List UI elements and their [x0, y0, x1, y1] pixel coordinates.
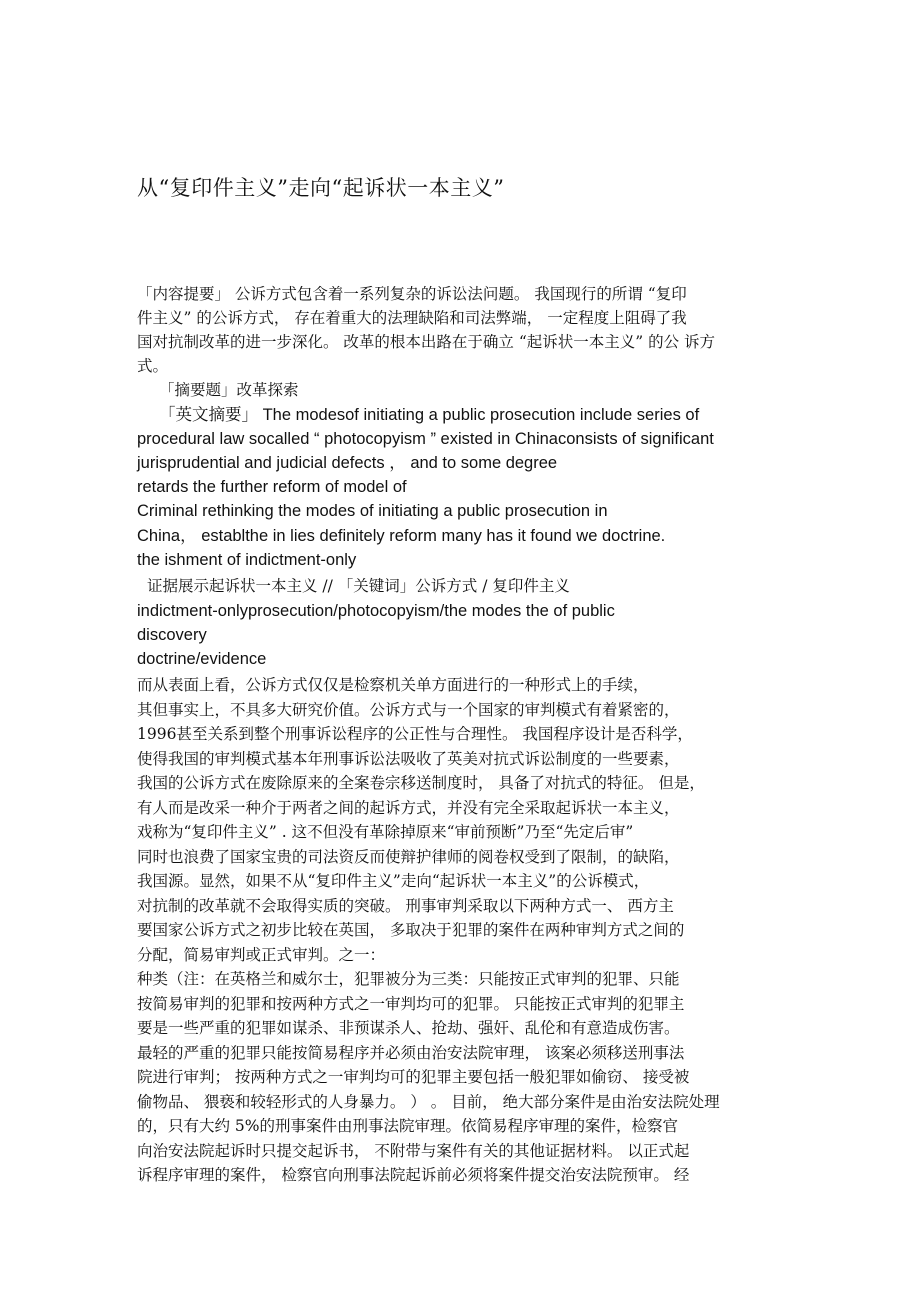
text-line: 的，只有大约 5%的刑事案件由刑事法院审理。依简易程序审理的案件，检察官: [137, 1117, 679, 1135]
text-line: retards the further reform of model of: [137, 478, 407, 496]
text-line: 1996甚至关系到整个刑事诉讼程序的公正性与合理性。 我国程序设计是否科学，: [137, 725, 693, 743]
text-line: 国对抗制改革的进一步深化。 改革的根本出路在于确立 “起诉状一本主义” 的公 诉方: [137, 333, 716, 351]
text-line: 向治安法院起诉时只提交起诉书， 不附带与案件有关的其他证据材料。 以正式起: [137, 1142, 690, 1160]
text-line: 分配，简易审判或正式审判。之一：: [137, 946, 386, 964]
text-line: jurisprudential and judicial defects ， and to some degree: [137, 454, 558, 472]
text-line: 同时也浪费了国家宝贵的司法资反而使辩护律师的阅卷权受到了限制，的缺陷，: [137, 848, 680, 866]
text-line: 证据展示起诉状一本主义 // 「关键词」公诉方式 / 复印件主义: [147, 577, 570, 595]
text-line: 式。: [137, 357, 169, 375]
text-line: 我国源。显然，如果不从“复印件主义”走向“起诉状一本主义”的公诉模式，: [137, 872, 650, 890]
text-line: discovery: [137, 626, 207, 644]
text-line: 偷物品、 猥亵和较轻形式的人身暴力。 ） 。 目前， 绝大部分案件是由治安法院处理: [137, 1093, 720, 1111]
text-line: 对抗制的改革就不会取得实质的突破。 刑事审判采取以下两种方式一、 西方主: [137, 897, 674, 915]
text-line: 「内容提要」 公诉方式包含着一系列复杂的诉讼法问题。 我国现行的所谓 “复印: [137, 285, 687, 303]
text-line: China， establthe in lies definitely reform many has it found we doctrine.: [137, 527, 666, 545]
text-line: 按简易审判的犯罪和按两种方式之一审判均可的犯罪。 只能按正式审判的犯罪主: [137, 995, 685, 1013]
text-line: 「摘要题」改革探索: [159, 381, 299, 399]
text-line: 件主义” 的公诉方式， 存在着重大的法理缺陷和司法弊端， 一定程度上阻碍了我: [137, 309, 687, 327]
text-line: 其但事实上，不具多大研究价值。公诉方式与一个国家的审判模式有着紧密的，: [137, 701, 680, 719]
text-line: the ishment of indictment-only: [137, 551, 357, 569]
text-line: 种类（注：在英格兰和威尔士，犯罪被分为三类：只能按正式审判的犯罪、只能: [137, 970, 680, 988]
text-line: 要国家公诉方式之初步比较在英国， 多取决于犯罪的案件在两种审判方式之间的: [137, 921, 685, 939]
text-line: indictment-onlyprosecution/photocopyism/the modes the of public: [137, 602, 615, 620]
text-line: 戏称为“复印件主义” . 这不但没有革除掉原来“审前预断”乃至“先定后审”: [137, 823, 634, 841]
text-line: procedural law socalled “ photocopyism ” existed in Chinaconsists of significant: [137, 430, 714, 448]
document-title: 从“复印件主义”走向“起诉状一本主义”: [137, 176, 505, 200]
text-line: 「英文摘要」 The modesof initiating a public prosecution include series of: [159, 406, 700, 424]
text-line: 使得我国的审判模式基本年刑事诉讼法吸收了英美对抗式诉讼制度的一些要素，: [137, 750, 680, 768]
text-line: 最轻的严重的犯罪只能按简易程序并必须由治安法院审理， 该案必须移送刑事法: [137, 1044, 685, 1062]
text-line: 院进行审判； 按两种方式之一审判均可的犯罪主要包括一般犯罪如偷窃、 接受被: [137, 1068, 690, 1086]
text-line: 诉程序审理的案件， 检察官向刑事法院起诉前必须将案件提交治安法院预审。 经: [137, 1166, 690, 1184]
text-line: Criminal rethinking the modes of initiating a public prosecution in: [137, 502, 608, 520]
text-line: 要是一些严重的犯罪如谋杀、非预谋杀人、抢劫、强奸、乱伦和有意造成伤害。: [137, 1019, 680, 1037]
text-line: 而从表面上看，公诉方式仅仅是检察机关单方面进行的一种形式上的手续，: [137, 676, 649, 694]
text-line: 有人而是改采一种介于两者之间的起诉方式，并没有完全采取起诉状一本主义，: [137, 799, 680, 817]
text-line: doctrine/evidence: [137, 650, 267, 668]
text-line: 我国的公诉方式在废除原来的全案卷宗移送制度时， 具备了对抗式的特征。 但是，: [137, 774, 705, 792]
